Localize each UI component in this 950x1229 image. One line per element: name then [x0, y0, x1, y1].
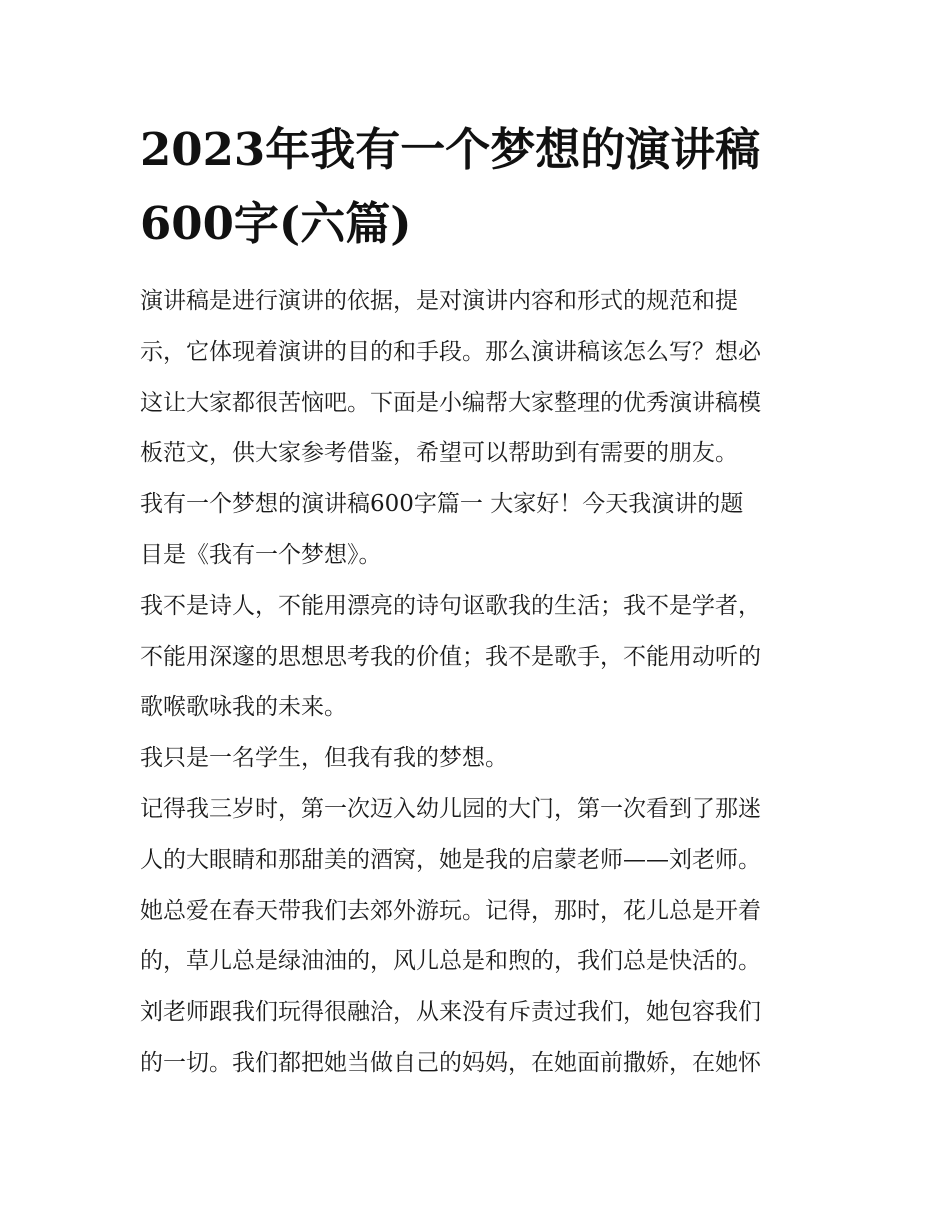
body-line: 刘老师跟我们玩得很融洽，从来没有斥责过我们，她包容我们 — [140, 999, 761, 1026]
document-title — [140, 113, 840, 261]
body-line: 人的大眼睛和那甜美的酒窝，她是我的启蒙老师——刘老师。 — [140, 846, 761, 873]
body-line: 我只是一名学生，但我有我的梦想。 — [140, 745, 508, 772]
body-line: 歌喉歌咏我的未来。 — [140, 694, 347, 721]
body-line: 板范文，供大家参考借鉴，希望可以帮助到有需要的朋友。 — [140, 440, 738, 467]
title-line: 600字(六篇) — [140, 197, 412, 250]
body-line: 不能用深邃的思想思考我的价值；我不是歌手，不能用动听的 — [140, 643, 761, 670]
body-line: 演讲稿是进行演讲的依据，是对演讲内容和形式的规范和提 — [140, 288, 738, 314]
body-line: 我不是诗人，不能用漂亮的诗句讴歌我的生活；我不是学者， — [140, 592, 761, 619]
body-line: 她总爱在春天带我们去郊外游玩。记得，那时，花儿总是开着 — [140, 897, 761, 924]
body-line: 示，它体现着演讲的目的和手段。那么演讲稿该怎么写？想必 — [140, 338, 761, 365]
title-line: 2023年我有一个梦想的演讲稿 — [140, 123, 761, 176]
document-body — [140, 276, 820, 1089]
body-line: 目是《我有一个梦想》。 — [140, 541, 382, 568]
body-line: 我有一个梦想的演讲稿600字篇一 大家好！今天我演讲的题 — [140, 491, 744, 518]
body-line: 的一切。我们都把她当做自己的妈妈，在她面前撒娇，在她怀 — [140, 1049, 761, 1076]
body-line: 的，草儿总是绿油油的，风儿总是和煦的，我们总是快活的。 — [140, 948, 761, 975]
body-line: 记得我三岁时，第一次迈入幼儿园的大门，第一次看到了那迷 — [140, 795, 761, 822]
body-line: 这让大家都很苦恼吧。下面是小编帮大家整理的优秀演讲稿模 — [140, 389, 761, 416]
